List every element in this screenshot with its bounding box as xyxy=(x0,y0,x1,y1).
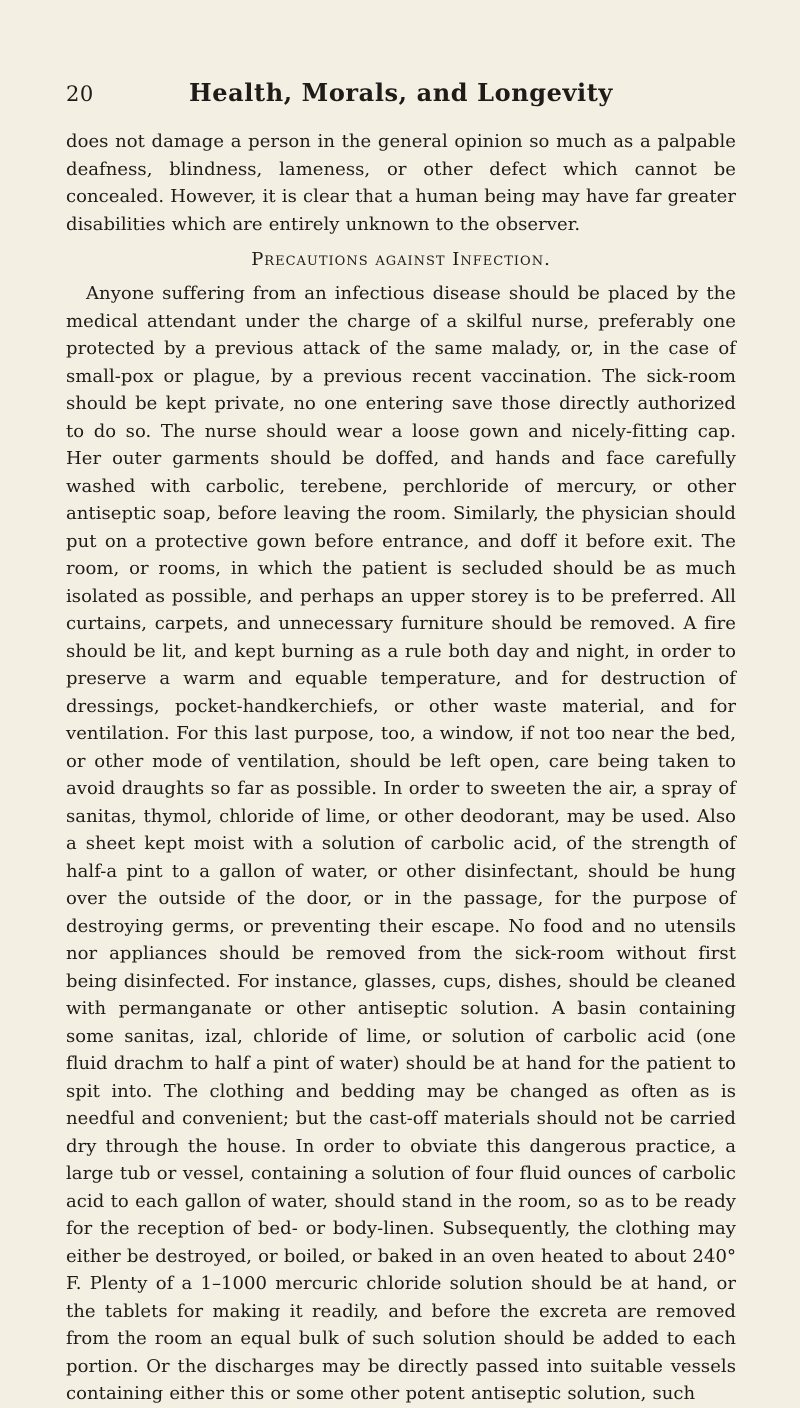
running-head: Health, Morals, and Longevity xyxy=(189,78,613,107)
page-header xyxy=(66,78,736,118)
page-content xyxy=(66,128,736,1408)
page-number: 20 xyxy=(66,82,94,106)
section-heading: Precautions against Infection. xyxy=(251,249,551,270)
section-paragraph: Anyone suffering from an infectious disease should be placed by the medical attendant under the charge of a skilful nurse, preferably one protected by a previous attack of the same malady, or, in the case of small-pox or plague, by a previous recent vaccination. The sick-room should be kept private, no one entering save those directly authorized to do so. The nurse should wear a loose gown and nicely-fitting cap. Her outer garments should be doffed, and hands and face carefully washed with carbolic, terebene, perchloride of mercury, or other antiseptic soap, before leaving the room. Similarly, the physician should put on a protective gown before entrance, and doff it before exit. The room, or rooms, in which the patient is secluded should be as much isolated as possible, and perhaps an upper storey is to be preferred. All curtains, carpets, and unnecessary furniture should be removed. A fire should be lit, and kept burning as a rule both day and night, in order to preserve a warm and equable temperature, and for destruction of dressings, pocket-handkerchiefs, or other waste material, and for ventilation. For this last purpose, too, a window, if not too near the bed, or other mode of ventilation, should be left open, care being taken to avoid draughts so far as possible. In order to sweeten the air, a spray of sanitas, thymol, chloride of lime, or other deodorant, may be used. Also a sheet kept moist with a solution of carbolic acid, of the strength of half-a pint to a gallon of water, or other disinfectant, should be hung over the outside of the door, or in the passage, for the purpose of destroying germs, or preventing their escape. No food and no utensils nor appliances should be removed from the sick-room without first being disinfected. For instance, glasses, cups, dishes, should be cleaned with permanganate or other antiseptic solution. A basin containing some sanitas, izal, chloride of lime, or solution of carbolic acid (one fluid drachm to half a pint of water) should be at hand for the patient to spit into. The clothing and bedding may be changed as often as is needful and convenient; but the cast-off materials should not be carried dry through the house. In order to obviate this dangerous practice, a large tub or vessel, containing a solution of four fluid ounces of carbolic acid to each gallon of water, should stand in the room, so as to be ready for the reception of bed- or body-linen. Subsequently, the clothing may either be destroyed, or boiled, or baked in an oven heated to about 240° F. Plenty of a 1–1000 mercuric chloride solution should be at hand, or the tablets for making it readily, and before the excreta are removed from the room an equal bulk of such solution should be added to each portion. Or the discharges may be directly passed into suitable vessels containing either this or some other potent antiseptic solution, such xyxy=(66,283,736,1404)
opening-paragraph: does not damage a person in the general opinion so much as a palpable deafness, blindness, lameness, or other defect which cannot be concealed. However, it is clear that a human being may have far greater disabilities which are entirely unknown to the observer. xyxy=(66,131,736,235)
